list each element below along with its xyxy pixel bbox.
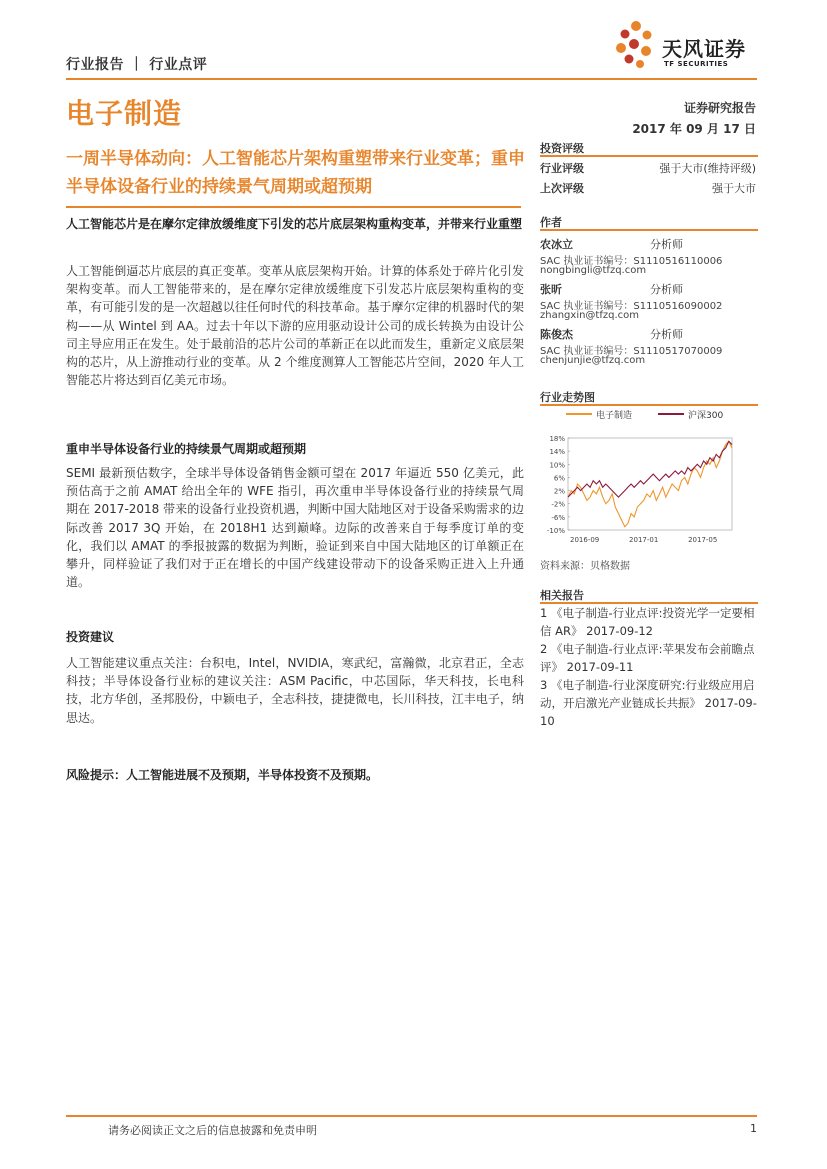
related-report-item[interactable]: 3 《电子制造-行业深度研究:行业级应用启动，开启激光产业链成长共振》 2017-09-10: [540, 678, 757, 728]
y-tick-label: 10%: [549, 461, 565, 470]
title-divider: [66, 206, 521, 208]
y-tick-label: 2%: [553, 487, 565, 496]
industry-rating-label: 行业评级: [540, 162, 584, 175]
related-report-item[interactable]: 2 《电子制造-行业点评:苹果发布会前瞻点评》 2017-09-11: [540, 642, 755, 674]
chart-source: 资料来源：贝格数据: [540, 561, 630, 572]
logo-name: 天风证券: [662, 37, 746, 61]
author-cert: SAC 执业证书编号：S1110516110006: [540, 256, 723, 267]
rating-heading: 投资评级: [540, 142, 584, 155]
author-role: 分析师: [650, 328, 683, 341]
prev-rating-label: 上次评级: [540, 182, 584, 195]
y-tick-label: -2%: [551, 500, 565, 509]
y-tick-label: -10%: [546, 527, 565, 535]
paragraph-equipment: SEMI 最新预估数字，全球半导体设备销售金额可望在 2017 年逼近 550 亿美元，此预估高于之前 AMAT 给出全年的 WFE 指引，再次重申半导体设备行业的持续景气周期在 2017-2018 带来的设备行业投资机遇，判断中国大陆地区对于设备采购需求的边际改善 2017 3Q 开始，在 2018H1 达到巅峰。边际的改善来自于每季度订单的变化，我们以 AMAT 的季报披露的数据为判断，验证到来自中国大陆地区的订单额正在攀升，同样验证了我们对于正在增长的中国产线建设带动下的设备采购正进入上升通道。: [66, 466, 524, 590]
plot-frame: [568, 438, 732, 530]
authors-heading: 作者: [540, 216, 562, 229]
x-tick-label: 2017-01: [629, 536, 659, 544]
author-email[interactable]: zhangxin@tfzq.com: [540, 310, 640, 321]
header-divider: [66, 78, 757, 80]
author-email[interactable]: chenjunjie@tfzq.com: [540, 355, 646, 366]
section-heading-equipment: 重申半导体设备行业的持续景气周期或超预期: [66, 442, 307, 456]
related-report-item[interactable]: 1 《电子制造-行业点评:投资光学一定要相信 AR》 2017-09-12: [540, 606, 755, 638]
rating-divider: [540, 155, 758, 157]
trend-chart: [538, 408, 758, 548]
legend-label: 电子制造: [596, 411, 633, 421]
section-heading-investment: 投资建议: [66, 630, 115, 644]
trend-divider: [540, 404, 758, 406]
y-tick-label: 6%: [553, 474, 565, 483]
author-cert: SAC 执业证书编号：S1110517070009: [540, 346, 723, 357]
report-type: 证券研究报告: [683, 101, 756, 115]
risk-warning: 风险提示：人工智能进展不及预期，半导体投资不及预期。: [66, 768, 379, 782]
author-name: 张昕: [540, 283, 562, 296]
prev-rating-value: 强于大市: [712, 182, 756, 195]
legend-label: 沪深300: [688, 411, 724, 421]
footer-disclaimer[interactable]: 请务必阅读正文之后的信息披露和免责申明: [108, 1124, 317, 1137]
x-tick-label: 2016-09: [570, 536, 600, 544]
report-date: 2017 年 09 月 17 日: [632, 122, 756, 136]
logo-en: TF SECURITIES: [664, 60, 729, 68]
y-tick-label: 14%: [549, 448, 565, 457]
y-tick-label: -6%: [551, 513, 565, 522]
sector-title: 电子制造: [66, 97, 183, 130]
author-role: 分析师: [650, 238, 683, 251]
footer-divider: [66, 1115, 757, 1117]
authors-divider: [540, 229, 758, 231]
industry-rating-value: 强于大市(维持评级): [659, 162, 756, 175]
author-email[interactable]: nongbingli@tfzq.com: [540, 265, 647, 276]
paragraph-ai-chip: 人工智能倒逼芯片底层的真正变革。变革从底层架构开始。计算的体系处于碎片化引发架构变革。而人工智能带来的，是在摩尔定律放缓维度下引发芯片底层架构重构的变革，有可能引发的是一次超越以往任何时代的科技革命。基于摩尔定律的机器时代的架构——从 Wintel 到 AA。过去十年以下游的应用驱动设计公司的成长转换为由设计公司主导应用正在发生。处于最前沿的芯片公司的革新正在以此而发生，重新定义底层架构的芯片，从上游推动行业的变革。从 2 个维度测算人工智能芯片空间，2020 年人工智能芯片将达到百亿美元市场。: [66, 264, 524, 388]
y-tick-label: 18%: [549, 435, 565, 443]
paragraph-investment: 人工智能建议重点关注：台积电，Intel，NVIDIA，寒武纪，富瀚微，北京君正，全志科技；半导体设备行业标的建议关注：ASM Pacific，中芯国际，华天科技，长电科技，北方华创，圣邦股份，中颖电子，全志科技，捷捷微电，长川科技，江丰电子，纳思达。: [66, 656, 524, 725]
author-cert: SAC 执业证书编号：S1110516090002: [540, 301, 723, 312]
report-title: 一周半导体动向：人工智能芯片架构重塑带来行业变革；重申半导体设备行业的持续景气周期或超预期: [66, 149, 525, 197]
trend-heading: 行业走势图: [540, 391, 595, 404]
author-name: 农冰立: [540, 238, 573, 251]
x-tick-label: 2017-05: [688, 536, 718, 544]
author-role: 分析师: [650, 283, 683, 296]
series-line: [568, 441, 732, 526]
page-number: 1: [750, 1122, 757, 1135]
related-heading: 相关报告: [540, 589, 584, 602]
series-line: [568, 441, 732, 497]
author-name: 陈俊杰: [540, 328, 573, 341]
lead-heading: 人工智能芯片是在摩尔定律放缓维度下引发的芯片底层架构重构变革，并带来行业重塑: [66, 217, 523, 231]
tf-logo-icon: [612, 18, 662, 72]
report-category: 行业报告 ｜ 行业点评: [66, 57, 208, 73]
